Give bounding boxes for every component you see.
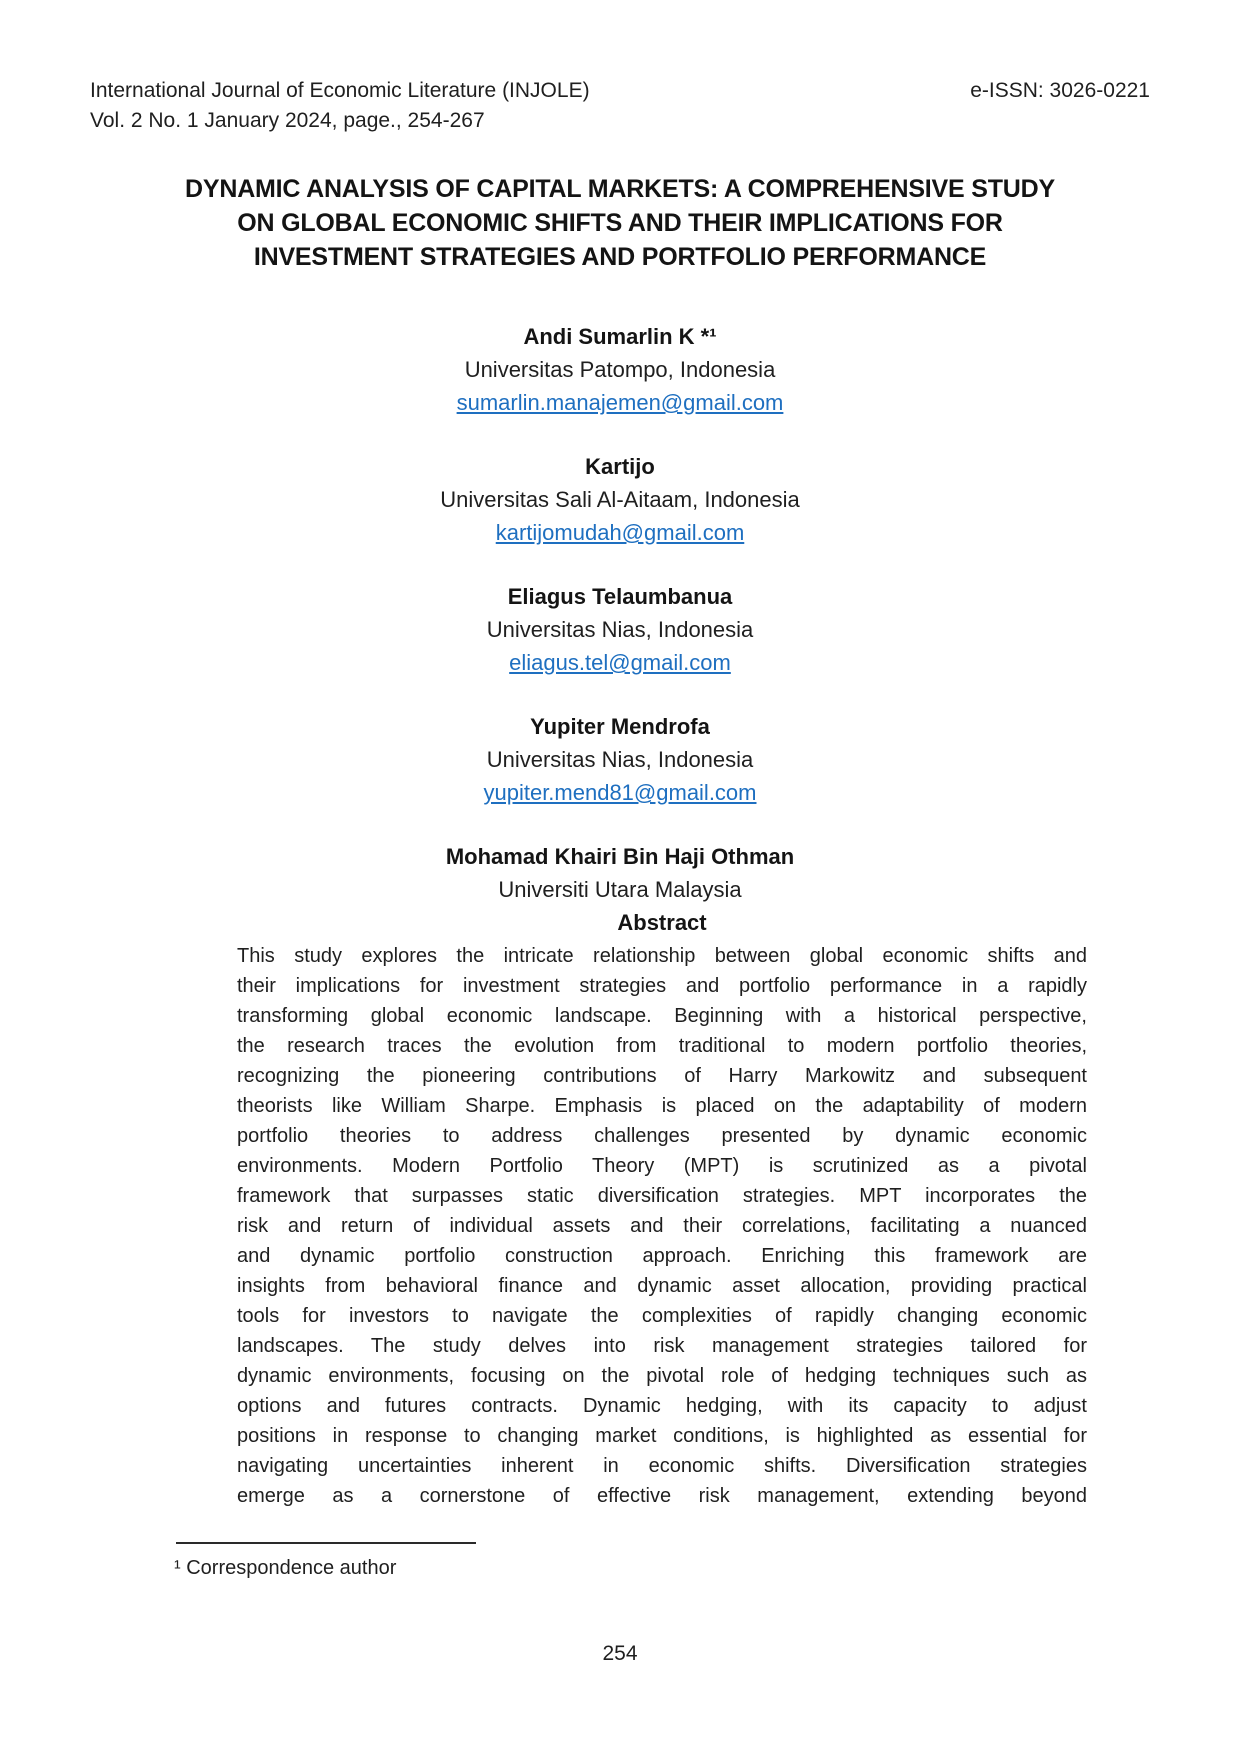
paper-title-line: ON GLOBAL ECONOMIC SHIFTS AND THEIR IMPLICATIONS FOR	[237, 209, 1003, 237]
author-affiliation: Universitas Nias, Indonesia	[486, 617, 754, 642]
abstract-line: risk and return of individual assets and their correlations, facilitating a nuanced	[237, 1215, 1087, 1237]
abstract-line: positions in response to changing market conditions, is highlighted as essential for	[237, 1425, 1087, 1447]
abstract-line: navigating uncertainties inherent in economic shifts. Diversification strategies	[237, 1455, 1087, 1477]
abstract-line: insights from behavioral finance and dynamic asset allocation, providing practical	[237, 1275, 1087, 1297]
author-email	[90, 386, 1150, 419]
abstract-line: recognizing the pioneering contributions of Harry Markowitz and subsequent	[237, 1065, 1087, 1087]
page-header	[90, 76, 1150, 106]
abstract-line: the research traces the evolution from traditional to modern portfolio theories,	[237, 1035, 1087, 1057]
author-email-link[interactable]: sumarlin.manajemen@gmail.com	[456, 390, 784, 415]
abstract-line: their implications for investment strategies and portfolio performance in a rapidly	[237, 975, 1087, 997]
footnote-text: ¹ Correspondence author	[174, 1557, 397, 1579]
footnote-divider	[176, 1542, 476, 1544]
abstract-line: framework that surpasses static diversification strategies. MPT incorporates the	[237, 1185, 1087, 1207]
author-block	[90, 320, 1150, 419]
author-affiliation: Universiti Utara Malaysia	[498, 877, 742, 902]
abstract-line: options and futures contracts. Dynamic hedging, with its capacity to adjust	[237, 1395, 1087, 1417]
author-block	[90, 840, 1150, 906]
author-name: Eliagus Telaumbanua	[507, 584, 733, 609]
author-block	[90, 450, 1150, 549]
author-block	[90, 580, 1150, 679]
page-number: 254	[602, 1642, 638, 1665]
abstract-line: tools for investors to navigate the complexities of rapidly changing economic	[237, 1305, 1087, 1327]
author-email	[90, 516, 1150, 549]
author-affiliation: Universitas Sali Al-Aitaam, Indonesia	[440, 487, 800, 512]
journal-issn: e-ISSN: 3026-0221	[970, 79, 1150, 102]
author-email-link[interactable]: yupiter.mend81@gmail.com	[483, 780, 757, 805]
author-email-link[interactable]: kartijomudah@gmail.com	[495, 520, 745, 545]
paper-title	[90, 172, 1150, 274]
abstract-line: portfolio theories to address challenges presented by dynamic economic	[237, 1125, 1087, 1147]
abstract-heading: Abstract	[617, 910, 707, 935]
abstract-line: environments. Modern Portfolio Theory (MPT) is scrutinized as a pivotal	[237, 1155, 1087, 1177]
abstract-line: and dynamic portfolio construction approach. Enriching this framework are	[237, 1245, 1087, 1267]
journal-title: International Journal of Economic Literature (INJOLE)	[90, 79, 590, 102]
author-affiliation: Universitas Nias, Indonesia	[486, 747, 754, 772]
abstract-body	[237, 941, 1087, 1511]
author-name: Yupiter Mendrofa	[530, 714, 710, 739]
author-name: Mohamad Khairi Bin Haji Othman	[445, 844, 795, 869]
abstract-line: transforming global economic landscape. Beginning with a historical perspective,	[237, 1005, 1087, 1027]
abstract-section	[237, 906, 1087, 1511]
paper-title-line: DYNAMIC ANALYSIS OF CAPITAL MARKETS: A COMPREHENSIVE STUDY	[185, 175, 1055, 203]
author-affiliation: Universitas Patompo, Indonesia	[464, 357, 776, 382]
author-email	[90, 776, 1150, 809]
authors-section	[90, 320, 1150, 906]
journal-volume-info: Vol. 2 No. 1 January 2024, page., 254-267	[90, 109, 485, 132]
abstract-line: This study explores the intricate relationship between global economic shifts and	[237, 945, 1087, 967]
paper-title-line: INVESTMENT STRATEGIES AND PORTFOLIO PERFORMANCE	[253, 243, 987, 271]
abstract-line: dynamic environments, focusing on the pivotal role of hedging techniques such as	[237, 1365, 1087, 1387]
abstract-line: emerge as a cornerstone of effective risk management, extending beyond	[237, 1485, 1087, 1507]
abstract-line: landscapes. The study delves into risk management strategies tailored for	[237, 1335, 1087, 1357]
author-name: Andi Sumarlin K *¹	[523, 324, 717, 349]
author-name: Kartijo	[585, 454, 655, 479]
author-email	[90, 646, 1150, 679]
abstract-line: theorists like William Sharpe. Emphasis is placed on the adaptability of modern	[237, 1095, 1087, 1117]
author-email-link[interactable]: eliagus.tel@gmail.com	[509, 650, 731, 675]
author-block	[90, 710, 1150, 809]
